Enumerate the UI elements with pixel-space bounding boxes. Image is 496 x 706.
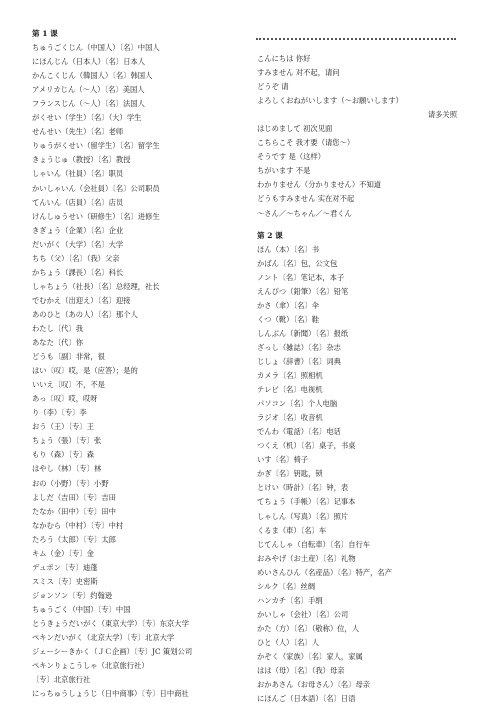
vocab-line: すみません 对不起，请问 [257,68,340,78]
dotted-divider [256,38,456,40]
vocab-line: そうです 是（这样） [257,152,325,162]
vocab-line: はやし（林）〔专〕林 [32,464,102,474]
vocab-line: とけい（時計）〔名〕钟，表 [257,483,349,493]
vocab-line: 〔专〕北京旅行社 [32,675,91,685]
vocab-line: デュポン〔专〕迪蓬 [32,562,98,572]
vocab-line: しゃしん（写真）〔名〕照片 [257,511,349,521]
vocab-line: かばん〔名〕包，公文包 [257,258,338,268]
vocab-line: かいしゃいん（会社員）〔名〕公司职员 [32,183,160,193]
vocab-line: かぞく（家族）〔名〕家人，家属 [257,651,363,661]
vocab-line: どうぞ 请 [257,82,289,92]
lesson-2-title: 第 2 课 [257,230,283,240]
vocab-line: つくえ（机）〔名〕桌子，书桌 [257,441,356,451]
vocab-line: がくせい（学生）〔名〕（大）学生 [32,113,142,123]
vocab-line: ちち（父）〔名〕（我）父亲 [32,253,120,263]
vocab-line: だいがく（大学）〔名〕大学 [32,239,124,249]
vocab-line: ほん（本）〔名〕书 [257,244,320,254]
vocab-line: ちがいます 不是 [257,166,311,176]
vocab-line: おみやげ（お土産）〔名〕礼物 [257,553,356,563]
vocab-line: よしだ（吉田）〔专〕吉田 [32,492,116,502]
vocab-line: あっ〔叹〕哎，哎呀 [32,394,98,404]
vocab-line: はは（母）〔名〕（我）母亲 [257,666,345,676]
vocab-line: テレビ〔名〕电视机 [257,385,323,395]
vocab-line: ちゅうごく（中国）〔专〕中国 [32,604,131,614]
vocab-line: てちょう（手帳）〔名〕记事本 [257,497,356,507]
vocab-line: フランスじん（～人）〔名〕法国人 [32,99,145,109]
vocab-line: ～さん／～ちゃん／～君くん [257,208,352,218]
vocab-line: アメリカじん（～人）〔名〕美国人 [32,85,145,95]
vocab-line: とうきょうだいがく（東京大学）〔专〕东京大学 [32,618,189,628]
vocab-line: 请多关照 [427,110,457,120]
vocab-line: しゃちょう（社長）〔名〕总经理，社长 [32,281,160,291]
vocab-line: もり（森）〔专〕森 [32,450,95,460]
vocab-line: かぎ〔名〕钥匙，锁 [257,469,323,479]
vocab-line: ラジオ〔名〕收音机 [257,413,323,423]
vocab-line: こんにちは 你好 [257,54,311,63]
vocab-line: パソコン〔名〕个人电脑 [257,399,338,409]
vocab-line: おう（王）〔专〕王 [32,422,95,432]
vocab-line: えんぴつ（鉛筆）〔名〕铅笔 [257,286,349,296]
vocab-line: どうもすみません 实在对不起 [257,194,355,204]
vocab-line: どうも〔副〕非常，很 [32,352,105,362]
lesson-1-phrase-list [257,52,457,221]
vocab-line: なかむら（中村）〔专〕中村 [32,520,124,530]
left-column [32,27,254,701]
vocab-line: よろしくおねがいします（～お願いします） [257,96,403,106]
vocab-line: けんしゅうせい（研修生）〔名〕进修生 [32,211,160,221]
vocab-line: しゃいん（社員）〔名〕职员 [32,169,124,179]
lesson-1-title: 第 1 课 [32,29,58,38]
vocab-line: めいさんひん（名産品）〔名〕特产，名产 [257,567,392,577]
vocab-line: にほんご（日本語）〔名〕日语 [257,694,356,704]
vocab-line: かさ（傘）〔名〕伞 [257,300,320,310]
vocab-line: せんせい（先生）〔名〕老师 [32,127,124,137]
vocab-line: おの（小野）〔专〕小野 [32,478,109,488]
vocab-line: くるま（車）〔名〕车 [257,525,327,535]
vocab-line: わたし〔代〕我 [32,323,84,333]
section-gap [257,221,457,229]
right-column [257,52,457,706]
vocab-line: いす〔名〕椅子 [257,455,309,465]
vocab-line: ハンカチ〔名〕手绢 [257,595,323,605]
vocab-line: かちょう（課長）〔名〕科长 [32,267,124,277]
vocab-line: こちらこそ 我才要（请您～） [257,138,355,148]
vocab-line: スミス〔专〕史密斯 [32,576,98,586]
vocab-line: にほんじん（日本人）〔名〕日本人 [32,57,146,67]
vocab-line: じてんしゃ（自転車）〔名〕自行车 [257,539,371,549]
vocab-line: でむかえ（出迎え）〔名〕迎接 [32,295,131,305]
vocab-line: にっちゅうしょうじ（日中商事）〔专〕日中商社 [32,689,189,699]
vocab-line: ペキンりょこうしゃ（北京旅行社） [32,661,149,671]
vocab-line: あなた〔代〕你 [32,338,84,348]
vocab-line: たろう（太郎）〔专〕太郎 [32,534,116,544]
vocab-line: シルク〔名〕丝绸 [257,581,316,591]
vocab-line: かた（方）〔名〕（敬称）位，人 [257,623,360,633]
vocab-line: きぎょう（企業）〔名〕企业 [32,225,124,235]
vocab-line: いいえ〔叹〕不，不是 [32,380,105,390]
vocab-line: たなか（田中）〔专〕田中 [32,506,116,516]
vocab-line: てんいん（店員）〔名〕店员 [32,197,124,207]
vocab-line: ざっし（雑誌）〔名〕杂志 [257,342,341,352]
vocab-line: ちゅうごくじん（中国人）〔名〕中国人 [32,43,160,53]
vocab-line: ジョンソン〔专〕约翰逊 [32,590,113,600]
vocab-line: ちょう（張）〔专〕张 [32,436,102,446]
vocab-line: おかあさん（お母さん）〔名〕母亲 [257,680,371,690]
vocab-line: かんこくじん（韓国人）〔名〕韩国人 [32,71,153,81]
vocab-line: ペキンだいがく（北京大学）〔专〕北京大学 [32,633,175,643]
vocab-line: はじめまして 初次见面 [257,124,333,134]
vocab-line: しんぶん（新聞）〔名〕报纸 [257,328,349,338]
vocab-line: りゅうがくせい（留学生）〔名〕留学生 [32,141,160,151]
vocab-line: あのひと（あの人）〔名〕那个人 [32,309,138,319]
vocab-line: ジェーシーきかく（ＪＣ企画）〔专〕JC 策划公司 [32,647,193,657]
vocab-line: カメラ〔名〕照相机 [257,371,323,381]
vocab-line: ノント〔名〕笔记本，本子 [257,272,345,282]
lesson-2-vocab-list [257,243,457,706]
lesson-1-vocab-list [32,41,254,701]
vocab-line: ひと（人）〔名〕人 [257,637,320,647]
vocab-line: わかりません（分かりません）不知道 [257,180,382,190]
vocab-line: きょうじゅ（教授）〔名〕教授 [32,155,131,165]
vocab-line: くつ（靴）〔名〕鞋 [257,314,320,324]
vocab-line: キム（金）〔专〕金 [32,548,94,558]
vocab-line: かいしゃ（会社）〔名〕公司 [257,609,349,619]
vocab-line: はい〔叹〕哎，是（应答）；是的 [32,366,138,376]
vocab-line: り（李）〔专〕李 [32,408,87,418]
vocab-line: でんわ（電話）〔名〕电话 [257,427,341,437]
vocab-line: じしょ（辞書）〔名〕词典 [257,356,341,366]
